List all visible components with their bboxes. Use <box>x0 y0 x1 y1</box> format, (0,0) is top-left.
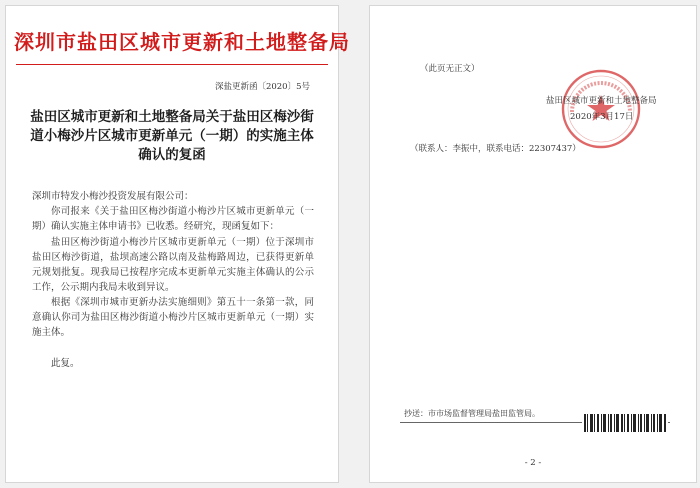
cc-list: 抄送：市市场监督管理局盐田监管局。 <box>404 409 540 418</box>
closing-paragraph: 此复。 <box>51 358 80 369</box>
document-page-2 <box>370 6 696 482</box>
no-body-text-note: （此页无正文） <box>420 64 480 74</box>
body-paragraph: 盐田区梅沙街道小梅沙片区城市更新单元（一期）位于深圳市盐田区梅沙街道，盐坝高速公路以南及盐梅路周边，已获得更新单元规划批复。现我局已按程序完成本更新单元实施主体确认的公示工作，公示期内我局未收到异议。 <box>32 237 314 293</box>
document-page-1 <box>6 6 350 482</box>
letterhead-title: 深圳市盐田区城市更新和土地整备局 <box>14 30 350 54</box>
issuer-signature: 盐田区城市更新和土地整备局 <box>546 96 657 106</box>
issue-date: 2020年3月17日 <box>570 112 634 122</box>
document-number: 深盐更新函〔2020〕5号 <box>214 82 310 92</box>
document-title: 盐田区城市更新和土地整备局关于盐田区梅沙街道小梅沙片区城市更新单元（一期）的实施主体确认的复函 <box>30 109 314 163</box>
official-seal-stamp <box>560 68 642 150</box>
letterhead-red-rule <box>16 64 328 65</box>
contact-info: （联系人：李振中，联系电话：22307437） <box>410 144 581 154</box>
body-paragraph: 根据《深圳市城市更新办法实施细则》第五十一条第一款，同意确认你司为盐田区梅沙街道小梅沙片区城市更新单元（一期）实施主体。 <box>32 297 314 338</box>
body-paragraph: 你司报来《关于盐田区梅沙街道小梅沙片区城市更新单元（一期）确认实施主体申请书》已收悉。经研究，现函复如下： <box>32 206 314 232</box>
barcode-graphic <box>582 412 668 434</box>
page-number: - 2 - <box>524 458 542 468</box>
recipient: 深圳市特发小梅沙投资发展有限公司： <box>32 191 194 202</box>
